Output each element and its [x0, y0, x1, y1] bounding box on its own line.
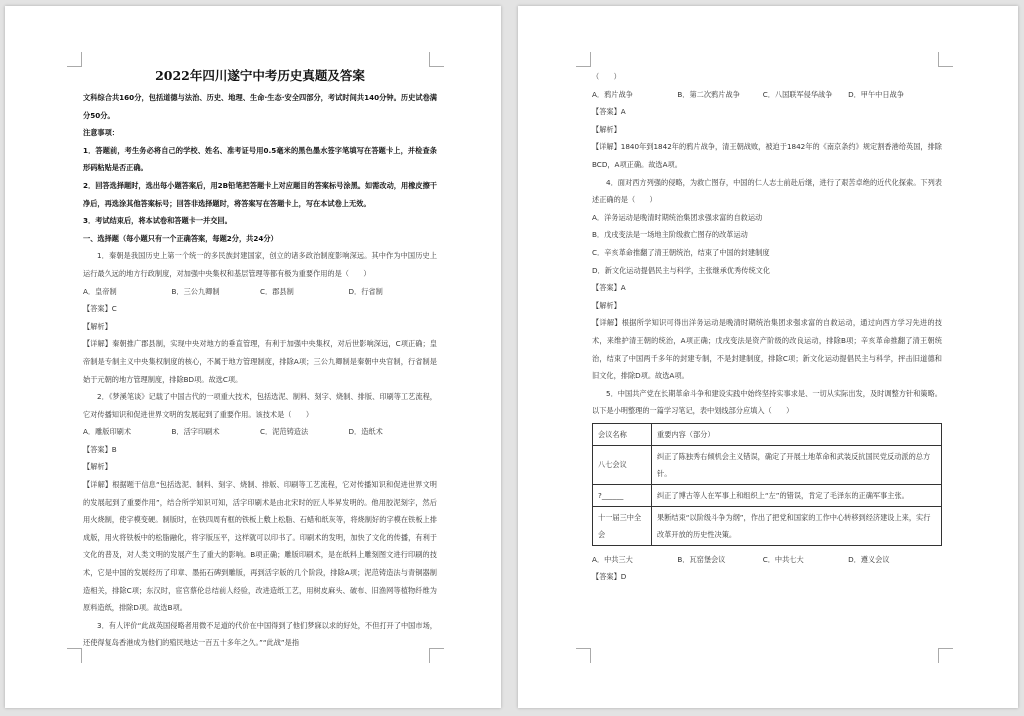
answer-label: 【答案】A	[592, 283, 626, 293]
page-content	[592, 68, 942, 586]
option-b: B．第二次鸦片战争	[677, 89, 740, 99]
analysis-detail: 【详解】根据所学知识可得出洋务运动是晚清时期统治集团求强求富的自救运动，通过向西方学习先进的技术，来维护清王朝的统治，A项正确；戊戌变法是资产阶级的改良运动，排除B项；辛亥革命推翻了清王朝统治，结束了中国两千多年的封建专制，不是封建制度，排除C项；新文化运动提倡民主与科学，抨击旧道德和旧文化，排除D项。故选A项。	[592, 318, 942, 381]
option-c: C．辛亥革命推翻了清王朝统治，结束了中国的封建制度	[592, 247, 770, 257]
table-cell: 纠正了博古等人在军事上和组织上“左”的错误，肯定了毛泽东的正确军事主张。	[652, 484, 942, 506]
table-cell: 果断结束“以阶级斗争为纲”，作出了把党和国家的工作中心转移到经济建设上来，实行改革开放的历史性决策。	[652, 506, 942, 545]
crop-mark	[576, 52, 591, 67]
table-cell: ?______	[593, 484, 652, 506]
option-d: D．甲午中日战争	[848, 89, 904, 99]
answer-label: 【答案】B	[83, 444, 117, 454]
question-stem: 3．有人评价“此战英国侵略者用微不足道的代价在中国得到了他们梦寐以求的好处，不但打开了中国市场，还使得复岛香港成为他们的殖民地达一百五十多年之久。”“此战”是指	[83, 620, 437, 648]
crop-mark	[938, 648, 953, 663]
answer-options	[592, 86, 942, 104]
option-d: D．遵义会议	[848, 554, 890, 564]
option-b: B．三公九卿制	[171, 286, 220, 296]
document-title: 2022年四川遂宁中考历史真题及答案	[155, 68, 365, 83]
question-stem: 2．《梦溪笔谈》记载了中国古代的一项重大技术，包括选泥、制料、刻字、烧制、排版、印刷等工艺流程，它对传播知识和促进世界文明的发展起到了重要作用。该技术是（ ）	[83, 392, 437, 419]
option-c: C．郡县制	[260, 286, 294, 296]
question-stem: 4．面对西方列强的侵略，为救亡图存，中国的仁人志士前赴后继，进行了艰苦卓绝的近代化探索。下列表述正确的是（ ）	[592, 177, 942, 205]
answer-options	[592, 551, 942, 569]
table-header: 会议名称	[593, 423, 652, 445]
option-c: C．八国联军侵华战争	[762, 89, 833, 99]
option-b: B．戊戌变法是一场地主阶级救亡图存的改革运动	[592, 230, 748, 240]
answer-label: 【答案】A	[592, 107, 626, 117]
option-b: B．活字印刷术	[171, 427, 220, 437]
option-a: A．雕版印刷术	[83, 427, 132, 437]
notes-heading: 注意事项：	[83, 128, 119, 138]
answer-label: 【答案】D	[592, 572, 627, 582]
option-a: A．洋务运动是晚清时期统治集团求强求富的自救运动	[592, 212, 763, 222]
page-content	[83, 66, 437, 652]
table-cell: 十一届三中全会	[593, 506, 652, 545]
note-item: 1．答题前，考生务必将自己的学校、姓名、准考证号用0.5毫米的黑色墨水签字笔填写在答题卡上，并检查条形码粘贴是否正确。	[83, 145, 437, 173]
table-header: 重要内容（部分）	[652, 423, 942, 445]
table-row	[593, 445, 942, 484]
option-b: B．瓦窑堡会议	[677, 554, 726, 564]
question-stem: 5．中国共产党在长期革命斗争和建设实践中始终坚持实事求是、一切从实际出发，及时调整方针和策略。以下是小明整理的一篇学习笔记，表中划线部分应填入（ ）	[592, 388, 942, 416]
question-stem-end: （ ）	[592, 72, 621, 81]
option-d: D．新文化运动提倡民主与科学，主张继承优秀传统文化	[592, 265, 771, 275]
option-c: C．泥范铸造法	[260, 427, 309, 437]
document-page-right[interactable]	[518, 6, 1018, 708]
option-a: A．鸦片战争	[592, 89, 633, 99]
option-d: D．造纸术	[348, 427, 383, 437]
crop-mark	[67, 52, 82, 67]
analysis-detail: 【详解】秦朝推广郡县制，实现中央对地方的垂直管理，有利于加强中央集权，对后世影响深远，C项正确；皇帝制是专制主义中央集权制度的核心，不属于地方管理制度，排除A项；三公九卿制是秦朝中央官制，行省制是始于元朝的地方管理制度，排除BD项。故选C项。	[83, 339, 437, 384]
table-header-row	[593, 423, 942, 445]
note-item: 3．考试结束后，将本试卷和答题卡一并交回。	[83, 216, 232, 226]
option-c: C．中共七大	[762, 554, 804, 564]
analysis-label: 【解析】	[83, 321, 112, 331]
note-item: 2．回答选择题时，选出每小题答案后，用2B铅笔把答题卡上对应题目的答案标号涂黑。如需改动，用橡皮擦干净后，再选涂其他答案标号；回答非选择题时，将答案写在答题卡上，写在本试卷上无效。	[83, 180, 437, 208]
option-d: D．行省制	[348, 286, 383, 296]
answer-options	[83, 423, 437, 441]
table-cell: 八七会议	[593, 445, 652, 484]
table-row	[593, 506, 942, 545]
option-a: A．皇帝制	[83, 286, 117, 296]
document-page-left[interactable]	[5, 6, 501, 708]
analysis-detail: 【详解】1840年到1842年的鸦片战争，清王朝战败，被迫于1842年的《南京条约》规定割香港给英国，排除BCD，A项正确。故选A项。	[592, 142, 942, 169]
meeting-table	[592, 423, 942, 546]
answer-label: 【答案】C	[83, 304, 117, 314]
answer-options	[83, 283, 437, 301]
analysis-label: 【解析】	[83, 462, 112, 472]
table-row	[593, 484, 942, 506]
crop-mark	[576, 648, 591, 663]
table-cell: 纠正了陈独秀右倾机会主义错误，确定了开展土地革命和武装反抗国民党反动派的总方针。	[652, 445, 942, 484]
analysis-detail: 【详解】根据题干信息“包括选泥、制料、刻字、烧制、排版、印刷等工艺流程，它对传播知识和促进世界文明的发展起到了重要作用”，结合所学知识可知，活字印刷术是由北宋时的匠人毕昇发明的。他用胶泥刻字，然后用火烧制，使字模变硬。制版时，在铁四周有框的铁板上敷上松脂、石蜡和纸灰等，将烧制好的字模在铁板上排成版，用火将铁板中的松脂融化，将字版压平，这样就可以印书了。印刷术的发明，加快了文化的传播，有利于文化的普及，对人类文明的发展产生了重大的影响。B项正确；雕版印刷术，是在纸料上雕刻图文进行印刷的技术，它是中国的发展经历了印章、墨拓石碑到雕版，再到活字版的几个阶段，排除A项；泥范铸造法与青铜器制造相关，排除C项；东汉时，宦官蔡伦总结前人经验，改进造纸工艺，用树皮麻头、破布、旧渔网等植物纤维为原料造纸，排除D项。故选B项。	[83, 480, 437, 613]
section-heading: 一、选择题（每小题只有一个正确答案，每题2分，共24分）	[83, 233, 278, 243]
analysis-label: 【解析】	[592, 124, 621, 134]
analysis-label: 【解析】	[592, 300, 621, 310]
crop-mark	[67, 648, 82, 663]
question-stem: 1．秦朝是我国历史上第一个统一的多民族封建国家，创立的诸多政治制度影响深远。其中作为中国历史上运行最久远的地方行政制度，对加强中央集权和基层管理等都有极为重要作用的是（ ）	[83, 251, 437, 278]
exam-intro: 文科综合共160分，包括道德与法治、历史、地理、生命·生态·安全四部分，考试时间共140分钟。历史试卷满分50分。	[83, 93, 437, 120]
crop-mark	[429, 52, 444, 67]
option-a: A．中共三大	[592, 554, 633, 564]
crop-mark	[938, 52, 953, 67]
